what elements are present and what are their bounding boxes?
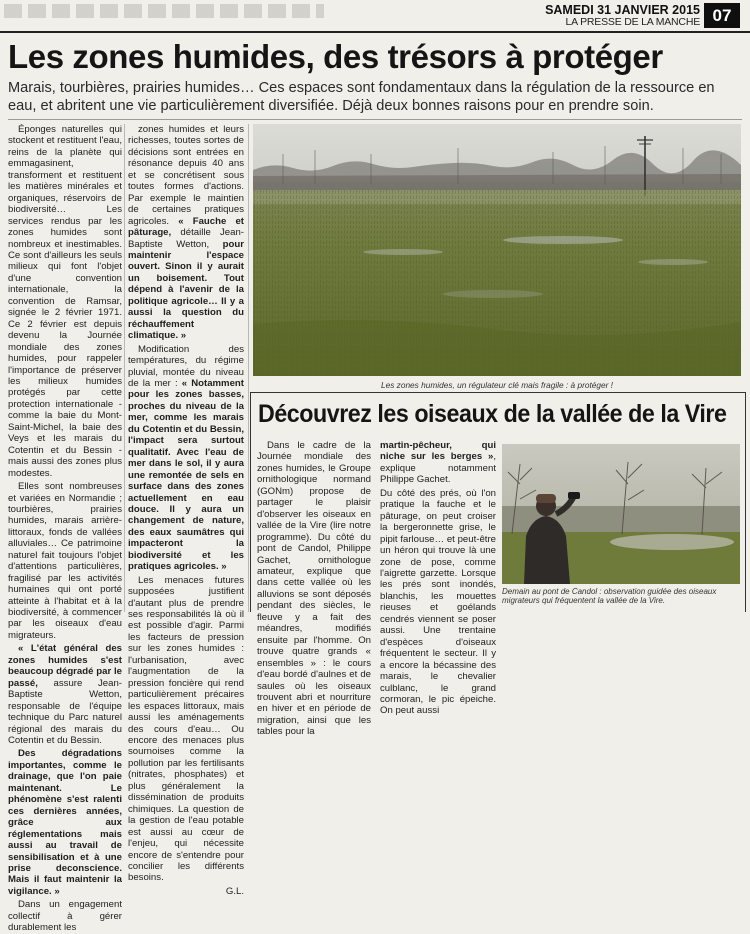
lead-divider bbox=[8, 119, 742, 120]
paragraph bbox=[128, 344, 244, 573]
article-column-2 bbox=[128, 124, 244, 897]
paragraph bbox=[380, 488, 496, 717]
paragraph bbox=[128, 886, 244, 897]
paragraph-text: Dans le cadre de la Journée mondiale des zones humides, le Groupe ornithologique normand (GONm) propose de partager le plaisir d'observer les oiseaux en vallée de la Vire (lire notre programme). Du côté du pont de Candol, Philippe Gachet, ornithologue amateur, explique que dans cette vallée où les alluvions se sont déposés pendant des siècles, le fleuve y a fait des méandres, modifiés ensuite par l'homme. On trouve quatre grands « ensembles » : le cours d'eau bordé d'aulnes et de saules où les oiseaux trouvent abri et nourriture en hiver et en période de migration, ainsi que les tables pour la bbox=[257, 440, 371, 738]
paragraph-text: Dans un engagement collectif à gérer durablement les bbox=[8, 899, 122, 934]
article-lead: Marais, tourbières, prairies humides… Ces espaces sont fondamentaux dans la régulation de la ressource en eau, et abritent une vie particulièrement diversifiée. Déjà deux bonnes raisons pour en prendre soin. bbox=[8, 80, 715, 114]
paragraph bbox=[8, 481, 122, 641]
paragraph-text: Du côté des prés, où l'on pratique la fauche et le pâturage, on peut croiser la bergeronnette grise, le pipit farlouse… et peut-être un héron qui trouve là une zone de pose, comme l'aigrette garzette. Lorsque les prés sont inondés, blanchis, les mouettes rieuses et goélands cendrés viennent se poser aussi. Une trentaine d'espèces d'oiseaux fréquentent le secteur. Il y a encore la bécassine des marais, le chevalier culblanc, le grand cormoran, le pic épeiche. On peut aussi bbox=[380, 487, 496, 717]
paragraph bbox=[128, 575, 244, 884]
paragraph bbox=[8, 899, 122, 933]
paragraph-text: assure Jean-Baptiste Wetton, responsable de l'équipe technique du Parc naturel régional des marais du Cotentin et du Bessin. bbox=[8, 677, 122, 747]
page-header bbox=[0, 0, 750, 30]
paragraph bbox=[8, 643, 122, 746]
bold-quote: martin-pêcheur, qui niche sur les berges » bbox=[380, 440, 496, 463]
issue-date: SAMEDI 31 JANVIER 2015 bbox=[545, 3, 700, 17]
paragraph-text: , explique notamment Philippe Gachet. bbox=[380, 451, 496, 486]
photo-caption: Les zones humides, un régulateur clé mais fragile : à protéger ! bbox=[381, 380, 613, 390]
paragraph-text: zones humides et leurs richesses, toutes sortes de décisions sont entrées en résonance depuis 40 ans et se concrétisent sous toutes formes d'actions. Par exemple le maintien de certaines pratiques agricoles. bbox=[128, 124, 244, 227]
paragraph bbox=[257, 440, 371, 738]
sidebar-column-1 bbox=[257, 440, 371, 738]
bold-quote: Des dégradations importantes, comme le drainage, que l'on paie maintenant. Le phénomène s'est ralenti ces dernières années, grâce aux réglementations mais aussi au travail de sensibilisation et à une prise deconscience. Mais il faut maintenir la vigilance. » bbox=[8, 748, 122, 897]
photo-caption-sidebar: Demain au pont de Candol : observation guidée des oiseaux migrateurs qui fréquentent la vallée de la Vire. bbox=[502, 587, 717, 606]
faded-previous-text bbox=[4, 4, 324, 18]
wetland-meadow-photo bbox=[253, 124, 741, 376]
bird-watcher-photo bbox=[502, 444, 740, 584]
column-divider bbox=[124, 124, 125, 612]
header-rule bbox=[0, 31, 750, 33]
paragraph-text: Modification des températures, du régime pluvial, montée du niveau de la mer : bbox=[128, 343, 244, 389]
sidebar-column-2 bbox=[380, 440, 496, 717]
sidebar-headline: Découvrez les oiseaux de la vallée de la Vire bbox=[258, 400, 727, 428]
bold-quote: « Notamment pour les zones basses, proches du niveau de la mer, comme les marais du Cotentin et du Bessin, l'impact sera surtout qualitatif. Avec l'eau de mer dans le sol, il y aura une remontée de sels en surface dans des zones actuellement en eau douce. Il y aura un changement de nature, des eaux saumâtres qui impacteront la biodiversité et les pratiques agricoles. » bbox=[128, 377, 244, 573]
paragraph-text: Les menaces futures supposées justifient d'autant plus de prendre ses responsabilités là où il est possible d'agir. Parmi les facteurs de pression sur les zones humides : l'urbanisation, avec l'augmentation de la pression foncière qui rend particulièrement précaires les espaces littoraux, mais aussi les aménagements des cours d'eau… Ou encore des menaces plus sournoises comme la pollution par les fertilisants (nitrates, phosphates) et plus généralement la dissémination de produits chimiques. La question de la gestion de l'eau potable est aussi au cœur de l'enjeu, qui nécessite encore de s'entendre pour concilier les différents besoins. bbox=[128, 574, 244, 884]
bold-quote: pour maintenir l'espace ouvert. Sinon il y aurait un boisement. Tout dépend à l'avenir de la politique agricole… Il y a aussi la question du réchauffement climatique. » bbox=[128, 238, 244, 342]
article-column-1 bbox=[8, 124, 122, 934]
newspaper-name: LA PRESSE DE LA MANCHE bbox=[565, 16, 700, 28]
paragraph-text: Elles sont nombreuses et variées en Normandie ; tourbières, prairies humides, marais arrière-littoraux, fonds de vallées alluviales… Ce patrimoine naturel fait toujours l'objet d'attentions particulières, fragilisé par les activités humaines qui ont porté atteinte à l'habitat et à la biodiversité, à commencer par les oiseaux d'eau migrateurs. bbox=[8, 481, 122, 641]
paragraph-text: G.L. bbox=[225, 885, 244, 897]
column-divider bbox=[248, 124, 249, 612]
paragraph bbox=[8, 124, 122, 479]
paragraph-text: Éponges naturelles qui stockent et restituent l'eau, reins de la planète qui emmagasinent, transforment et restituent les matières minérales et organiques, réservoirs de biodiversité… Les services rendus par les zones humides sont nombreux et inestimables. Ce sont d'ailleurs les seuls milieux qui font l'objet d'une convention internationale, la convention de Ramsar, signée le 2 février 1971. Ce 2 février est depuis devenu la Journée mondiale des zones humides, pour rappeler l'importance de préserver les milieux humides protégés par cette protection internationale - comme la baie du Mont-Saint-Michel, la baie des Veys et les marais du Cotentin et du Bessin - mais aussi des zones plus modestes. bbox=[8, 124, 122, 479]
bold-quote: « Fauche et pâturage, bbox=[128, 215, 244, 239]
paragraph bbox=[8, 748, 122, 897]
bold-quote: « L'état général des zones humides s'est beaucoup dégradé par le passé, bbox=[8, 643, 122, 689]
article-headline: Les zones humides, des trésors à protéger bbox=[8, 38, 663, 75]
paragraph bbox=[380, 440, 496, 486]
paragraph bbox=[128, 124, 244, 342]
paragraph-text: détaille Jean-Baptiste Wetton, bbox=[128, 227, 244, 250]
page-number: 07 bbox=[704, 3, 740, 28]
